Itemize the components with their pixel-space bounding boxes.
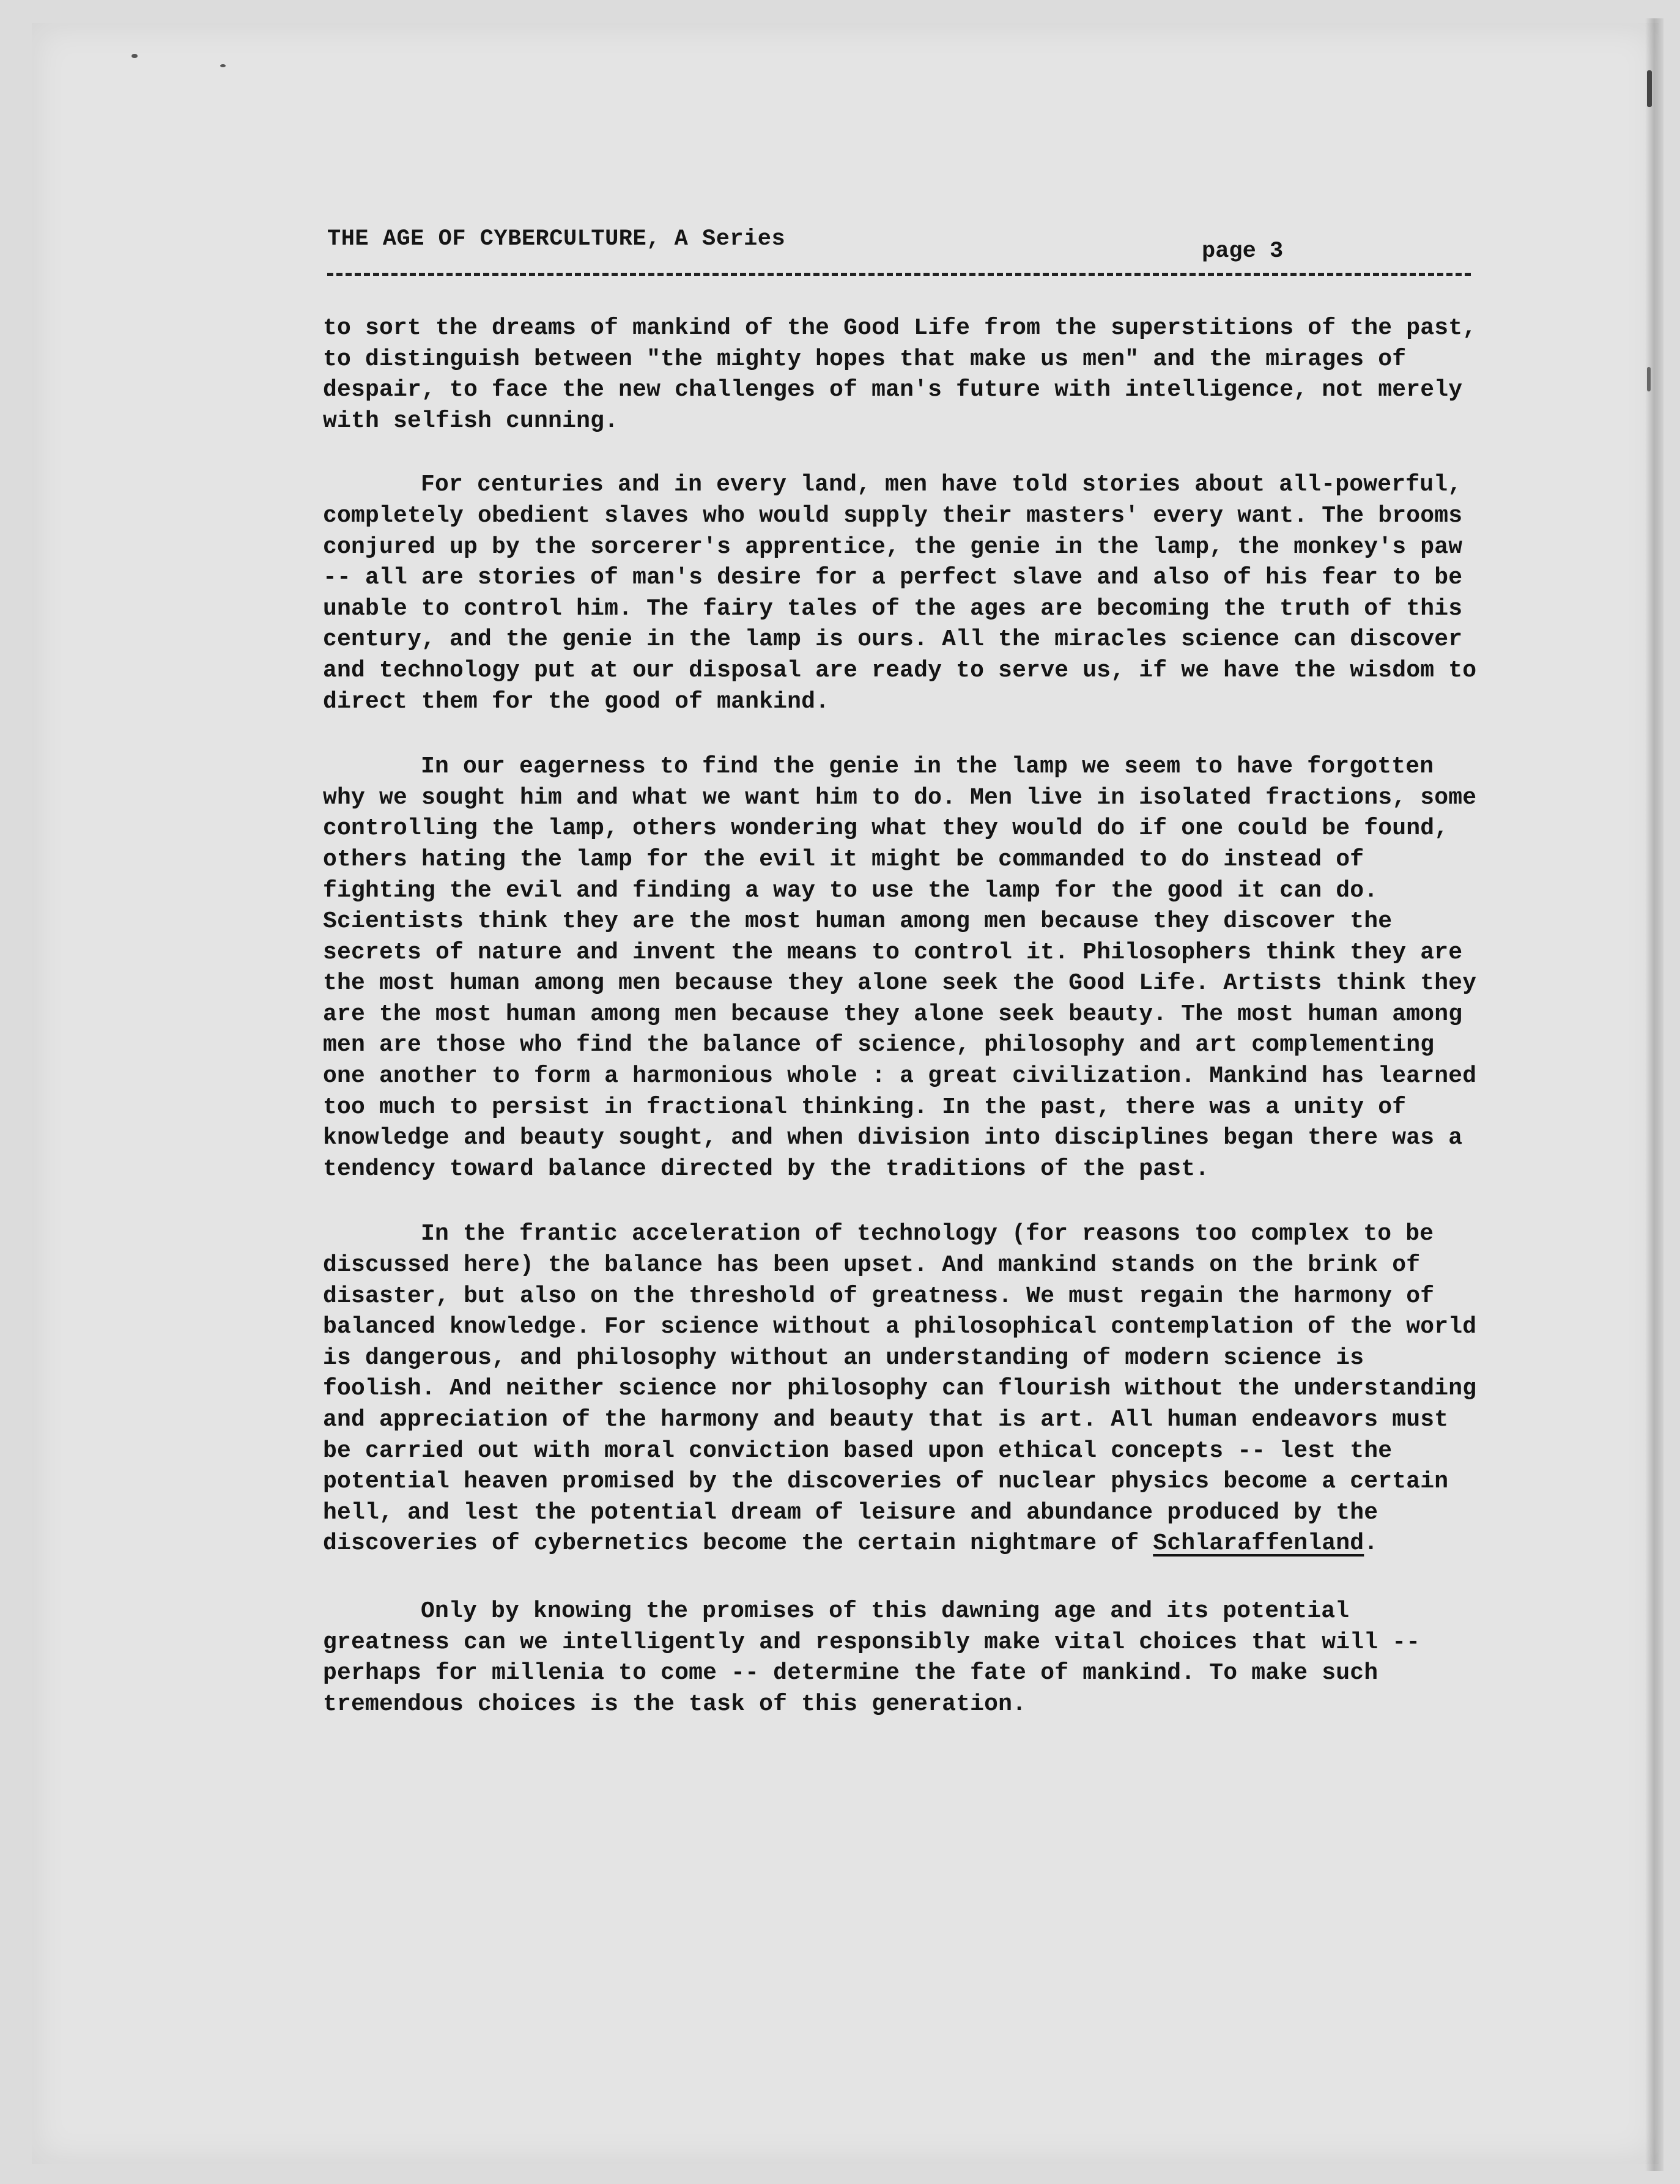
- series-title: THE AGE OF CYBERCULTURE, A Series: [327, 226, 786, 252]
- body-text: [323, 313, 1479, 1720]
- page-header: [327, 220, 1471, 287]
- scan-speck: [1647, 367, 1651, 391]
- paragraph-4: [323, 1219, 1479, 1560]
- paragraph-1: to sort the dreams of mankind of the Good Life from the superstitions of the past, to distinguish between "the mighty hopes that make us men" and the mirages of despair, to face the new challenges of man's future with intelligence, not merely with selfish cunning.: [323, 315, 1477, 434]
- scan-speck: [1647, 70, 1652, 107]
- page-number: page 3: [1202, 239, 1284, 264]
- schlaraffenland-underlined: Schlaraffenland: [1153, 1530, 1364, 1557]
- paragraph-3: In our eagerness to find the genie in the lamp we seem to have forgotten why we sought him and what we want him to do. Men live in isolated fractions, some controlling the lamp, others wondering what they would do if one could be found, others hating the lamp for the evil it might be commanded to do instead of fighting the evil and finding a way to use the lamp for the good it can do. Scientists think they are the most human among men because they discover the secrets of nature and invent the means to control it. Philosophers think they are the most human among men because they alone seek the Good Life. Artists think they are the most human among men because they alone seek beauty. The most human among men are those who find the balance of science, philosophy and art complementing one another to form a harmonious whole : a great civilization. Mankind has learned too much to persist in fractional thinking. In the past, there was a unity of knowledge and beauty sought, and when division into disciplines began there was a tendency toward balance directed by the traditions of the past.: [323, 753, 1477, 1182]
- scan-speck: [131, 54, 138, 58]
- paper-edge-shadow: [1645, 18, 1663, 2171]
- paragraph-2: For centuries and in every land, men have told stories about all-powerful, completely obedient slaves who would supply their masters' every want. The brooms conjured up by the sorcerer's apprentice, the genie in the lamp, the monkey's paw -- all are stories of man's desire for a perfect slave and also of his fear to be unable to control him. The fairy tales of the ages are becoming the truth of this century, and the genie in the lamp is ours. All the miracles science can discover and technology put at our disposal are ready to serve us, if we have the wisdom to direct them for the good of mankind.: [323, 472, 1477, 715]
- paragraph-4-end: .: [1364, 1530, 1378, 1557]
- paragraph-5: Only by knowing the promises of this dawning age and its potential greatness can we intelligently and responsibly make vital choices that will -- perhaps for millenia to come -- determine the fate of mankind. To make such tremendous choices is the task of this generation.: [323, 1597, 1421, 1717]
- dashed-rule: [327, 273, 1471, 276]
- scan-speck: [220, 64, 226, 67]
- paragraph-4-text: In the frantic acceleration of technology (for reasons too complex to be discussed here) the balance has been upset. And mankind stands on the brink of disaster, but also on the threshold of greatness. We must regain the harmony of balanced knowledge. For science without a philosophical contemplation of the world is dangerous, and philosophy without an understanding of modern science is foolish. And neither science nor philosophy can flourish without the understanding and appreciation of the harmony and beauty that is art. All human endeavors must be carried out with moral conviction based upon ethical concepts -- lest the potential heaven promised by the discoveries of nuclear physics become a certain hell, and lest the potential dream of leisure and abundance produced by the discoveries of cybernetics become the certain nightmare of: [323, 1221, 1477, 1557]
